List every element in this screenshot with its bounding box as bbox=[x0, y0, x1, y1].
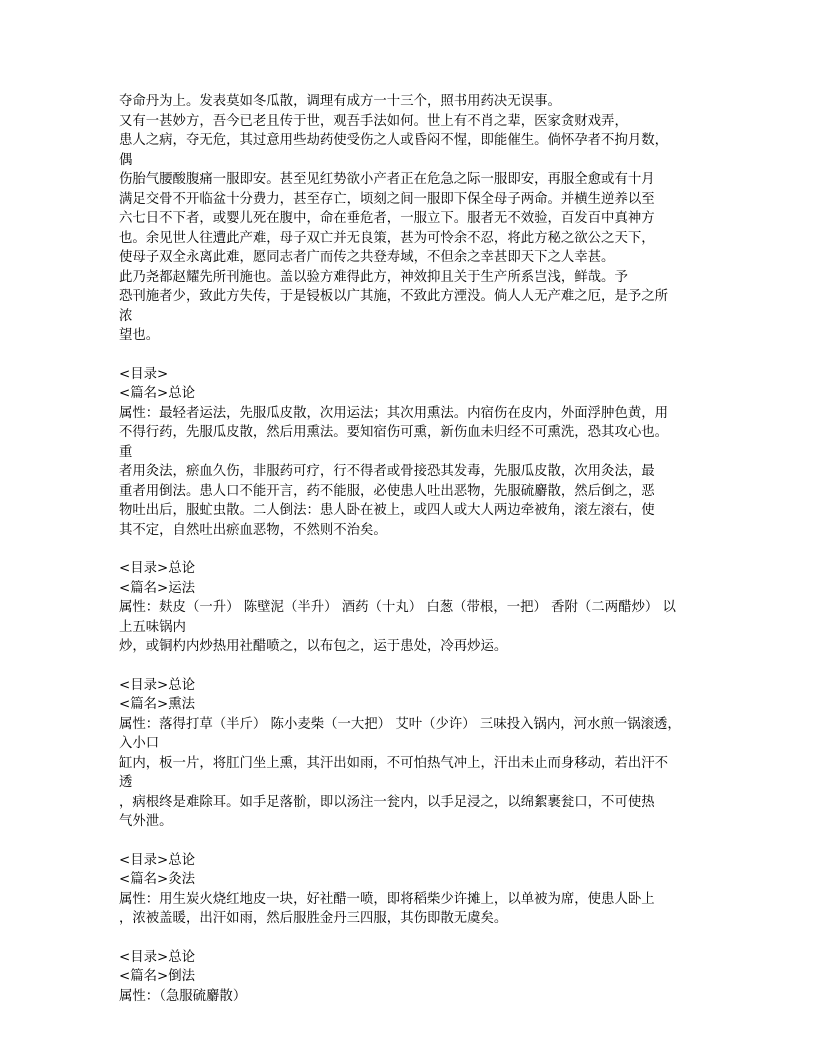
toc-heading: <目录>总论 bbox=[119, 949, 196, 965]
text-line: 恐刊施者少，致此方失传，于是锓板以广其施，不致此方湮没。倘人人无产难之厄，是予之所 bbox=[119, 289, 669, 304]
section-zonglun bbox=[119, 365, 699, 541]
text-line: 属性：用生炭火烧红地皮一块，好社醋一喷，即将稻柴少许摊上，以单被为席，使患人卧上 bbox=[119, 891, 655, 907]
text-line: 望也。 bbox=[119, 328, 160, 343]
text-line: 不得行药，先服瓜皮散，然后用熏法。要知宿伤可熏，新伤血未归经不可熏洗，恐其攻心也。 bbox=[119, 425, 669, 440]
section-gap bbox=[119, 540, 699, 559]
chapter-title: <篇名>总论 bbox=[119, 386, 196, 401]
text-line: 其不定，自然吐出瘀血恶物，不然则不治矣。 bbox=[119, 522, 387, 538]
section-gap bbox=[119, 657, 699, 676]
text-line: 此乃尧都赵耀先所刊施也。盖以验方难得此方，神效抑且关于生产所系岂浅，鲜哉。予 bbox=[119, 269, 628, 285]
section-jiufa bbox=[119, 851, 699, 929]
text-line: 入小口 bbox=[119, 736, 160, 751]
text-line: 炒，或铜杓内炒热用社醋喷之，以布包之，运于患处，冷再炒运。 bbox=[119, 639, 508, 654]
text-line: 重者用倒法。患人口不能开言，药不能服，必使患人吐出恶物，先服硫麝散，然后倒之，恶 bbox=[119, 483, 655, 499]
text-line: ，浓被盖暖，出汗如雨，然后服胜金丹三四服，其伤即散无虞矣。 bbox=[119, 911, 508, 926]
section-xunfa bbox=[119, 676, 699, 832]
text-line: 者用灸法，瘀血久伤，非服药可疗，行不得者或骨接恐其发毒，先服瓜皮散，次用灸法，最 bbox=[119, 464, 655, 479]
text-line: 使母子双全永离此难，愿同志者广而传之共登寿域，不但余之幸甚即天下之人幸甚。 bbox=[119, 250, 615, 265]
intro-paragraph bbox=[119, 92, 699, 346]
text-line: 属性：（急服硫麝散） bbox=[119, 988, 247, 1004]
section-gap bbox=[119, 346, 699, 365]
text-line: 缸内，板一片，将肛门坐上熏，其汗出如雨，不可怕热气冲上，汗出未止而身移动，若出汗不 bbox=[119, 755, 669, 771]
chapter-title: <篇名>灸法 bbox=[119, 872, 196, 887]
text-line: 患人之病，夺无危，其过意用些劫药使受伤之人或昏闷不惺，即能催生。倘怀孕者不拘月数， bbox=[119, 133, 669, 148]
text-line: 属性：落得打草（半斤） 陈小麦柴（一大把） 艾叶（少许） 三味投入锅内，河水煎一锅滚透， bbox=[119, 716, 681, 732]
text-line: 透 bbox=[119, 775, 133, 790]
text-line: 属性：麸皮（一升） 陈壁泥（半升） 酒药（十丸） 白葱（带根，一把） 香附（二两醋炒） 以 bbox=[119, 600, 676, 615]
section-daofa bbox=[119, 948, 699, 1007]
text-line: 上五味锅内 bbox=[119, 619, 186, 635]
section-yunfa bbox=[119, 559, 699, 657]
text-line: 物吐出后，服虻虫散。二人倒法：患人卧在被上，或四人或大人两边牵被角，滚左滚右，使 bbox=[119, 503, 655, 518]
chapter-title: <篇名>熏法 bbox=[119, 697, 196, 712]
section-gap bbox=[119, 832, 699, 851]
text-line: 满足交骨不开临盆十分费力，甚至存亡，顷刻之间一服即下保全母子两命。并横生逆养以至 bbox=[119, 191, 655, 207]
section-gap bbox=[119, 929, 699, 948]
toc-heading: <目录>总论 bbox=[119, 852, 196, 868]
document-page bbox=[119, 92, 699, 1006]
text-line: 六七日不下者，或婴儿死在腹中，命在垂危者，一服立下。服者无不效验，百发百中真神方 bbox=[119, 211, 655, 226]
chapter-title: <篇名>运法 bbox=[119, 580, 196, 596]
toc-heading: <目录>总论 bbox=[119, 561, 196, 576]
toc-heading: <目录>总论 bbox=[119, 677, 196, 693]
text-line: 气外泄。 bbox=[119, 814, 173, 829]
text-line: 伤胎气腰酸腹痛一服即安。甚至见红势欲小产者正在危急之际一服即安，再服全愈或有十月 bbox=[119, 172, 655, 187]
text-line: 又有一甚妙方，吾今已老且传于世，观吾手法如何。世上有不肖之辈，医家贪财戏弄， bbox=[119, 113, 628, 129]
text-line: 夺命丹为上。发表莫如冬瓜散，调理有成方一十三个，照书用药决无误事。 bbox=[119, 94, 561, 109]
text-line: 属性：最轻者运法，先服瓜皮散，次用运法；其次用熏法。内宿伤在皮内，外面浮肿色黄，用 bbox=[119, 405, 669, 421]
text-line: 重 bbox=[119, 444, 133, 460]
text-line: 也。余见世人往遭此产难，母子双亡并无良策，甚为可怜余不忍，将此方秘之欲公之天下， bbox=[119, 230, 655, 246]
chapter-title: <篇名>倒法 bbox=[119, 969, 196, 984]
toc-heading: <目录> bbox=[119, 366, 169, 382]
text-line: ，病根终是难除耳。如手足落骱，即以汤注一瓮内，以手足浸之，以绵絮裹瓮口，不可使热 bbox=[119, 794, 655, 810]
text-line: 偶 bbox=[119, 152, 133, 168]
text-line: 浓 bbox=[119, 308, 133, 324]
